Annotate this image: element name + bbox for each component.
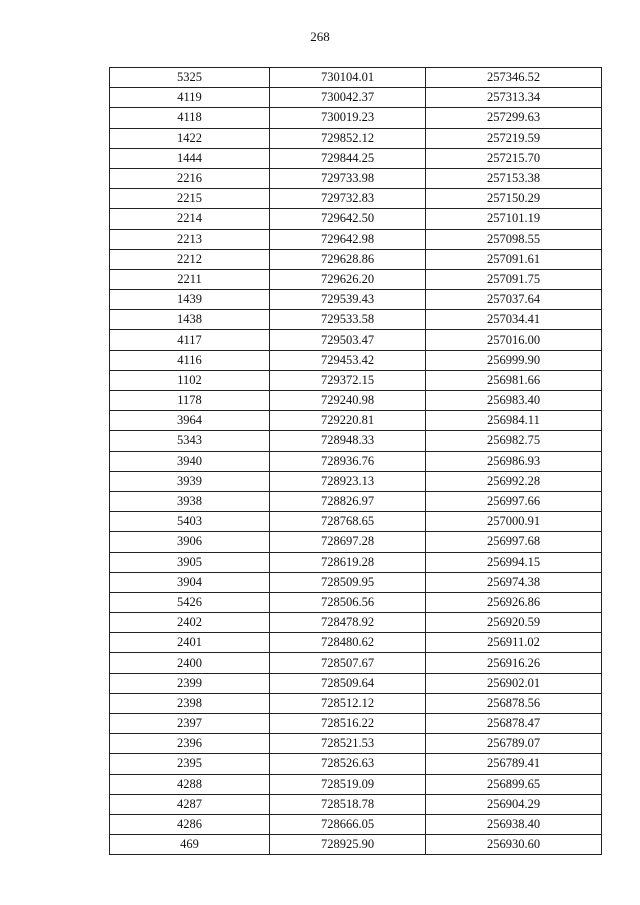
point-id-cell: 2399 <box>110 673 270 693</box>
table-row <box>110 734 602 754</box>
y-coordinate-cell: 256904.29 <box>426 794 602 814</box>
y-coordinate-cell: 256902.01 <box>426 673 602 693</box>
point-id-cell: 4288 <box>110 774 270 794</box>
y-coordinate-cell: 257346.52 <box>426 68 602 88</box>
point-id-cell: 2400 <box>110 653 270 673</box>
x-coordinate-cell: 728507.67 <box>270 653 426 673</box>
table-row <box>110 774 602 794</box>
table-row <box>110 532 602 552</box>
table-row <box>110 249 602 269</box>
table-row <box>110 330 602 350</box>
point-id-cell: 2213 <box>110 229 270 249</box>
x-coordinate-cell: 728826.97 <box>270 491 426 511</box>
point-id-cell: 1178 <box>110 391 270 411</box>
table-row <box>110 794 602 814</box>
y-coordinate-cell: 256992.28 <box>426 471 602 491</box>
point-id-cell: 3940 <box>110 451 270 471</box>
point-id-cell: 2395 <box>110 754 270 774</box>
x-coordinate-cell: 729732.83 <box>270 189 426 209</box>
point-id-cell: 4116 <box>110 350 270 370</box>
table-row <box>110 391 602 411</box>
point-id-cell: 5426 <box>110 592 270 612</box>
point-id-cell: 3938 <box>110 491 270 511</box>
y-coordinate-cell: 256926.86 <box>426 592 602 612</box>
y-coordinate-cell: 257000.91 <box>426 512 602 532</box>
point-id-cell: 3904 <box>110 572 270 592</box>
y-coordinate-cell: 256789.07 <box>426 734 602 754</box>
table-row <box>110 814 602 834</box>
point-id-cell: 2401 <box>110 633 270 653</box>
y-coordinate-cell: 256982.75 <box>426 431 602 451</box>
table-row <box>110 350 602 370</box>
table-row <box>110 108 602 128</box>
point-id-cell: 2215 <box>110 189 270 209</box>
coordinates-table <box>109 67 602 855</box>
point-id-cell: 3939 <box>110 471 270 491</box>
y-coordinate-cell: 257091.61 <box>426 249 602 269</box>
point-id-cell: 2214 <box>110 209 270 229</box>
x-coordinate-cell: 729626.20 <box>270 269 426 289</box>
table-row <box>110 269 602 289</box>
table-row <box>110 148 602 168</box>
point-id-cell: 4118 <box>110 108 270 128</box>
table-row <box>110 754 602 774</box>
table-row <box>110 633 602 653</box>
y-coordinate-cell: 257219.59 <box>426 128 602 148</box>
x-coordinate-cell: 730019.23 <box>270 108 426 128</box>
x-coordinate-cell: 729733.98 <box>270 168 426 188</box>
y-coordinate-cell: 256997.68 <box>426 532 602 552</box>
table-row <box>110 613 602 633</box>
point-id-cell: 3905 <box>110 552 270 572</box>
x-coordinate-cell: 729642.98 <box>270 229 426 249</box>
x-coordinate-cell: 729240.98 <box>270 391 426 411</box>
y-coordinate-cell: 256974.38 <box>426 572 602 592</box>
y-coordinate-cell: 257150.29 <box>426 189 602 209</box>
x-coordinate-cell: 728519.09 <box>270 774 426 794</box>
table-row <box>110 209 602 229</box>
point-id-cell: 1438 <box>110 310 270 330</box>
point-id-cell: 2216 <box>110 168 270 188</box>
table-row <box>110 471 602 491</box>
x-coordinate-cell: 728936.76 <box>270 451 426 471</box>
x-coordinate-cell: 728516.22 <box>270 714 426 734</box>
x-coordinate-cell: 728512.12 <box>270 693 426 713</box>
x-coordinate-cell: 728619.28 <box>270 552 426 572</box>
y-coordinate-cell: 256911.02 <box>426 633 602 653</box>
table-row <box>110 370 602 390</box>
x-coordinate-cell: 728948.33 <box>270 431 426 451</box>
point-id-cell: 2397 <box>110 714 270 734</box>
x-coordinate-cell: 728666.05 <box>270 814 426 834</box>
y-coordinate-cell: 256984.11 <box>426 411 602 431</box>
y-coordinate-cell: 257215.70 <box>426 148 602 168</box>
table-row <box>110 229 602 249</box>
point-id-cell: 1102 <box>110 370 270 390</box>
table-row <box>110 693 602 713</box>
table-row <box>110 411 602 431</box>
x-coordinate-cell: 728518.78 <box>270 794 426 814</box>
table-row <box>110 290 602 310</box>
x-coordinate-cell: 729503.47 <box>270 330 426 350</box>
y-coordinate-cell: 256878.47 <box>426 714 602 734</box>
point-id-cell: 1444 <box>110 148 270 168</box>
y-coordinate-cell: 257299.63 <box>426 108 602 128</box>
x-coordinate-cell: 728697.28 <box>270 532 426 552</box>
point-id-cell: 2396 <box>110 734 270 754</box>
y-coordinate-cell: 257313.34 <box>426 88 602 108</box>
x-coordinate-cell: 729628.86 <box>270 249 426 269</box>
point-id-cell: 4286 <box>110 814 270 834</box>
x-coordinate-cell: 728923.13 <box>270 471 426 491</box>
x-coordinate-cell: 729844.25 <box>270 148 426 168</box>
table-row <box>110 310 602 330</box>
y-coordinate-cell: 256981.66 <box>426 370 602 390</box>
page-number: 268 <box>310 29 330 44</box>
x-coordinate-cell: 728509.64 <box>270 673 426 693</box>
y-coordinate-cell: 257101.19 <box>426 209 602 229</box>
table-row <box>110 673 602 693</box>
table-row <box>110 572 602 592</box>
point-id-cell: 1439 <box>110 290 270 310</box>
point-id-cell: 1422 <box>110 128 270 148</box>
table-row <box>110 592 602 612</box>
y-coordinate-cell: 256994.15 <box>426 552 602 572</box>
y-coordinate-cell: 256878.56 <box>426 693 602 713</box>
point-id-cell: 2398 <box>110 693 270 713</box>
table-row <box>110 491 602 511</box>
point-id-cell: 2211 <box>110 269 270 289</box>
table-row <box>110 835 602 855</box>
y-coordinate-cell: 256920.59 <box>426 613 602 633</box>
x-coordinate-cell: 728925.90 <box>270 835 426 855</box>
point-id-cell: 5325 <box>110 68 270 88</box>
y-coordinate-cell: 257091.75 <box>426 269 602 289</box>
x-coordinate-cell: 729372.15 <box>270 370 426 390</box>
y-coordinate-cell: 257098.55 <box>426 229 602 249</box>
table-row <box>110 88 602 108</box>
x-coordinate-cell: 729852.12 <box>270 128 426 148</box>
x-coordinate-cell: 728509.95 <box>270 572 426 592</box>
x-coordinate-cell: 729220.81 <box>270 411 426 431</box>
point-id-cell: 3906 <box>110 532 270 552</box>
y-coordinate-cell: 257034.41 <box>426 310 602 330</box>
y-coordinate-cell: 256938.40 <box>426 814 602 834</box>
y-coordinate-cell: 256899.65 <box>426 774 602 794</box>
x-coordinate-cell: 728506.56 <box>270 592 426 612</box>
point-id-cell: 5403 <box>110 512 270 532</box>
y-coordinate-cell: 256983.40 <box>426 391 602 411</box>
y-coordinate-cell: 256789.41 <box>426 754 602 774</box>
y-coordinate-cell: 257016.00 <box>426 330 602 350</box>
point-id-cell: 4117 <box>110 330 270 350</box>
y-coordinate-cell: 256997.66 <box>426 491 602 511</box>
y-coordinate-cell: 256999.90 <box>426 350 602 370</box>
y-coordinate-cell: 256986.93 <box>426 451 602 471</box>
coordinates-table-body <box>110 68 602 855</box>
y-coordinate-cell: 256916.26 <box>426 653 602 673</box>
x-coordinate-cell: 728480.62 <box>270 633 426 653</box>
x-coordinate-cell: 729533.58 <box>270 310 426 330</box>
x-coordinate-cell: 728526.63 <box>270 754 426 774</box>
x-coordinate-cell: 730042.37 <box>270 88 426 108</box>
y-coordinate-cell: 256930.60 <box>426 835 602 855</box>
table-row <box>110 431 602 451</box>
table-row <box>110 451 602 471</box>
table-row <box>110 189 602 209</box>
table-row <box>110 552 602 572</box>
point-id-cell: 469 <box>110 835 270 855</box>
table-row <box>110 68 602 88</box>
x-coordinate-cell: 728521.53 <box>270 734 426 754</box>
x-coordinate-cell: 728768.65 <box>270 512 426 532</box>
x-coordinate-cell: 728478.92 <box>270 613 426 633</box>
point-id-cell: 3964 <box>110 411 270 431</box>
x-coordinate-cell: 729642.50 <box>270 209 426 229</box>
point-id-cell: 4119 <box>110 88 270 108</box>
table-row <box>110 128 602 148</box>
table-row <box>110 168 602 188</box>
x-coordinate-cell: 729539.43 <box>270 290 426 310</box>
x-coordinate-cell: 729453.42 <box>270 350 426 370</box>
table-row <box>110 653 602 673</box>
point-id-cell: 2212 <box>110 249 270 269</box>
x-coordinate-cell: 730104.01 <box>270 68 426 88</box>
point-id-cell: 5343 <box>110 431 270 451</box>
table-row <box>110 714 602 734</box>
table-row <box>110 512 602 532</box>
point-id-cell: 4287 <box>110 794 270 814</box>
y-coordinate-cell: 257037.64 <box>426 290 602 310</box>
y-coordinate-cell: 257153.38 <box>426 168 602 188</box>
point-id-cell: 2402 <box>110 613 270 633</box>
